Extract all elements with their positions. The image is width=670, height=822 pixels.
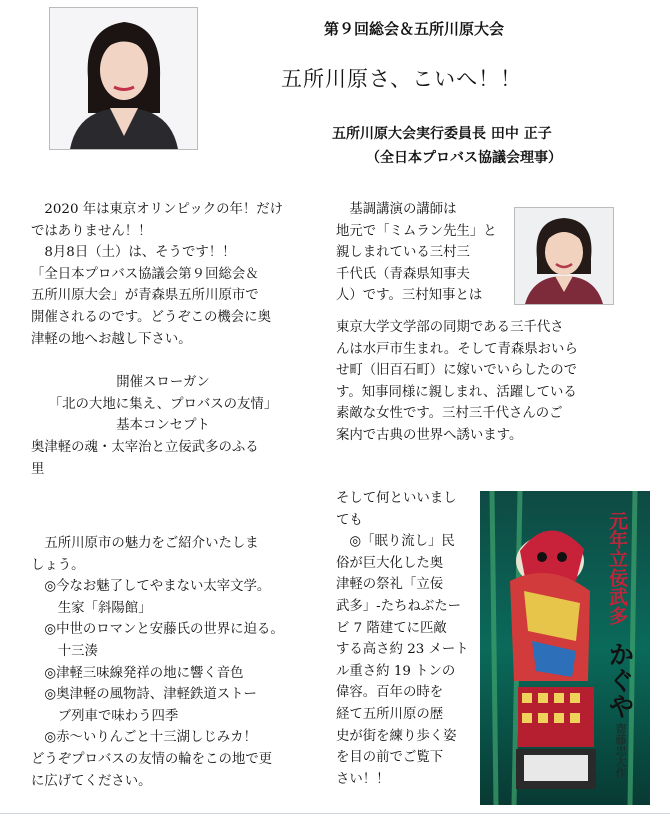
speaker-photo (514, 207, 614, 305)
text-line: さい！！ (336, 771, 390, 787)
concept-heading: 基本コンセプト (116, 418, 210, 434)
text-line: 「全日本プロバス協議会第９回総会＆ (31, 266, 259, 282)
text-line: 偉容。百年の時を (336, 685, 444, 701)
speaker-portrait (515, 208, 613, 304)
tachineputa-poster (480, 491, 650, 805)
poster-subtitle: かぐや (604, 641, 634, 719)
author-affiliation: （全日本プロバス協議会理事） (366, 150, 562, 166)
text-line: 津軽の祭礼「立佞 (336, 577, 444, 593)
author-photo (49, 7, 198, 150)
keynote-paragraph-top (336, 199, 516, 307)
text-line: 人）です。三村知事とは (336, 288, 483, 304)
list-item: ◎赤～いりんごと十三湖しじみカ！ (31, 730, 257, 746)
tachineputa-paragraph (336, 488, 476, 790)
text-line: そして何といいまし (336, 491, 457, 506)
list-item: 生家「斜陽館」 (31, 600, 152, 616)
text-line: しょう。 (31, 557, 85, 573)
text-line: する高さ約 23 メート (336, 642, 469, 658)
list-item: 十三湊 (31, 643, 98, 659)
list-item: ◎奥津軽の風物詩、津軽鉄道ストー (31, 687, 257, 703)
keynote-paragraph-full (336, 317, 631, 447)
text-line: 基調講演の講師は (336, 202, 457, 217)
list-item: ブ列車で味わう四季 (31, 708, 179, 724)
text-line: 奥津軽の魂・太宰治と立佞武多のふる (31, 440, 259, 455)
text-line: 地元で「ミムラン先生」と (336, 223, 497, 239)
slogan-text: 「北の大地に集え、プロバスの友情」 (48, 396, 278, 412)
poster-title: 元年立佞武多 (606, 511, 628, 625)
text-line: 開催されるのです。どうぞこの機会に奥 (31, 309, 271, 325)
text-line: 里 (31, 461, 45, 477)
text-line: 案内で古典の世界へ誘います。 (336, 427, 523, 443)
text-line: 千代氏（青森県知事夫 (336, 266, 470, 282)
text-line: 武多」-たちねぶたー (336, 598, 462, 614)
concept-text (31, 437, 321, 480)
text-line: ビ 7 階建てに匹敵 (336, 620, 447, 636)
bottom-rule (0, 813, 670, 814)
text-line: 五所川原大会」が青森県五所川原市で (31, 288, 259, 304)
text-line: 俗が巨大化した奥 (336, 555, 444, 571)
list-item: ◎中世のロマンと安藤氏の世界に迫る。 (31, 622, 284, 638)
intro-paragraph (31, 199, 321, 350)
text-line: 五所川原市の魅力をご紹介いたしま (31, 536, 259, 551)
poster-artist: 齋藤忠大作 (614, 723, 627, 778)
text-line: 素敵な女性です。三村三千代さんのご (336, 406, 563, 422)
text-line: を目の前でご覧下 (336, 750, 444, 766)
charm-paragraph (31, 533, 321, 792)
text-line: 史が街を練り歩く姿 (336, 728, 457, 744)
text-line: ではありません！！ (31, 223, 152, 239)
author-portrait (50, 8, 197, 149)
event-title: 第９回総会＆五所川原大会 (324, 20, 505, 38)
main-title: 五所川原さ、こいへ！！ (281, 67, 523, 91)
list-item: ◎津軽三味線発祥の地に響く音色 (31, 665, 244, 681)
text-line: んは水戸市生まれ。そして青森県おいら (336, 341, 578, 357)
text-line: 東京大学文学部の同期である三千代さ (336, 320, 564, 335)
text-line: に広げてください。 (31, 773, 152, 789)
text-line: どうぞプロバスの友情の輪をこの地で更 (31, 751, 273, 767)
text-line: 8月8日（土）は、そうです！！ (31, 245, 236, 261)
text-line: ◎「眠り流し」民 (336, 534, 455, 550)
text-line: ル重さ約 19 トンの (336, 663, 456, 679)
slogan-heading: 開催スローガン (116, 375, 210, 390)
text-line: 2020 年は東京オリンピックの年！だけ (31, 202, 284, 217)
text-line: す。知事同様に親しまれ、活躍している (336, 384, 577, 400)
author-line: 五所川原大会実行委員長 田中 正子 (332, 126, 552, 142)
slogan-block (31, 372, 295, 437)
text-line: ても (336, 512, 363, 528)
text-line: 親しまれている三村三 (336, 245, 470, 261)
text-line: 津軽の地へお越し下さい。 (31, 331, 192, 347)
text-line: せ町（旧百石町）に嫁いでいらしたので (336, 363, 578, 379)
text-line: 経て五所川原の歴 (336, 706, 444, 722)
list-item: ◎今なお魅了してやまない太宰文学。 (31, 579, 271, 595)
